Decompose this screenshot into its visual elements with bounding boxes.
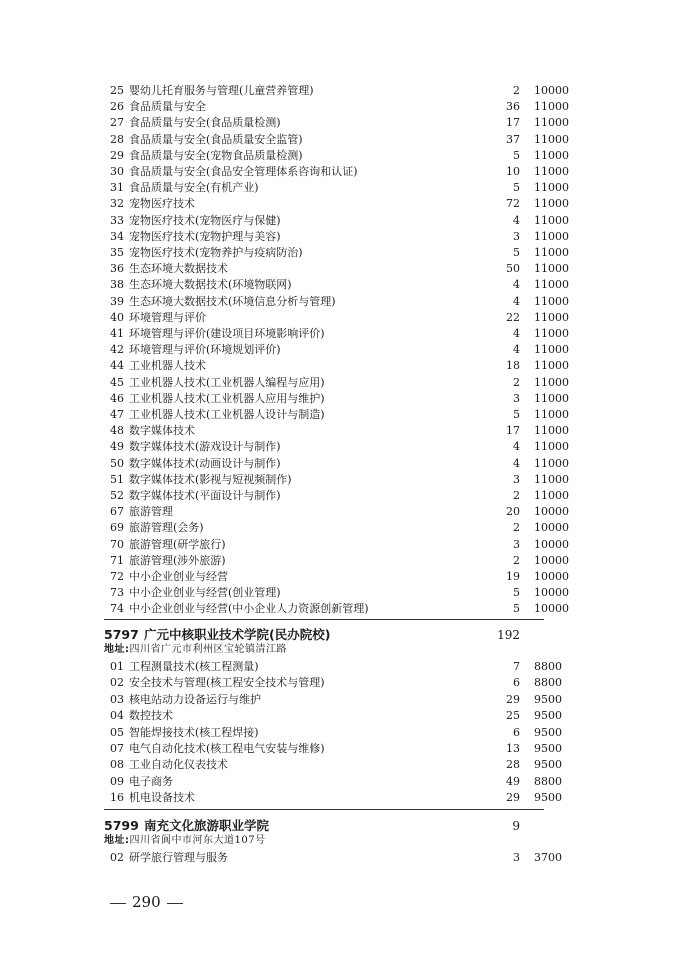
program-fee: 11000	[534, 440, 569, 454]
program-row	[0, 423, 680, 439]
program-row	[0, 692, 680, 708]
program-code: 46	[110, 391, 124, 405]
program-row	[0, 164, 680, 180]
program-name: 数字媒体技术(动画设计与制作)	[129, 456, 281, 470]
program-row	[0, 229, 680, 245]
program-code: 35	[110, 246, 124, 259]
program-fee: 10000	[534, 586, 569, 600]
program-fee: 11000	[534, 213, 569, 227]
program-name: 研学旅行管理与服务	[129, 851, 228, 864]
program-code: 02	[110, 676, 124, 690]
program-count: 3	[513, 537, 520, 551]
section-divider	[104, 809, 544, 810]
program-code: 67	[110, 505, 124, 519]
institution-header	[104, 817, 644, 835]
program-fee: 11000	[534, 148, 569, 162]
program-name: 环境管理与评价(环境规划评价)	[129, 343, 281, 357]
program-row	[0, 553, 680, 569]
program-count: 7	[513, 660, 520, 673]
program-code: 03	[110, 692, 124, 706]
program-count: 3	[513, 229, 520, 243]
program-row	[0, 675, 680, 691]
program-code: 26	[110, 100, 124, 114]
program-name: 旅游管理(研学旅行)	[129, 537, 226, 551]
program-row	[0, 774, 680, 790]
program-fee: 8800	[534, 676, 562, 690]
program-count: 29	[506, 692, 520, 706]
program-code: 25	[110, 84, 124, 97]
program-code: 33	[110, 213, 124, 227]
program-count: 4	[513, 294, 520, 308]
program-row	[0, 310, 680, 326]
program-name: 环境管理与评价(建设项目环境影响评价)	[129, 327, 325, 340]
program-name: 宠物医疗技术(宠物护理与美容)	[129, 229, 281, 243]
section-divider	[104, 619, 544, 620]
program-name: 旅游管理(会务)	[129, 521, 204, 535]
program-count: 2	[513, 553, 520, 567]
program-name: 食品质量与安全(食品质量检测)	[129, 116, 281, 130]
program-code: 38	[110, 278, 124, 292]
program-name: 数字媒体技术(平面设计与制作)	[129, 489, 281, 502]
program-count: 28	[506, 758, 520, 772]
program-count: 36	[506, 100, 520, 114]
program-fee: 11000	[534, 359, 569, 373]
program-code: 01	[110, 660, 124, 673]
program-count: 4	[513, 327, 520, 340]
program-fee: 11000	[534, 100, 569, 114]
program-code: 31	[110, 181, 124, 195]
program-row	[0, 148, 680, 164]
program-code: 48	[110, 424, 124, 438]
program-name: 食品质量与安全(食品质量安全监管)	[129, 132, 303, 146]
program-row	[0, 294, 680, 310]
program-row	[0, 180, 680, 196]
program-code: 28	[110, 132, 124, 146]
program-code: 71	[110, 553, 124, 567]
program-name: 数字媒体技术	[129, 424, 195, 438]
program-count: 72	[506, 197, 520, 211]
program-name: 工业自动化仪表技术	[129, 758, 228, 772]
program-count: 18	[506, 359, 520, 373]
institution-address	[104, 834, 266, 848]
program-code: 49	[110, 440, 124, 454]
program-code: 29	[110, 148, 124, 162]
program-name: 电气自动化技术(核工程电气安装与维修)	[129, 742, 325, 755]
program-name: 安全技术与管理(核工程安全技术与管理)	[129, 676, 325, 690]
program-fee: 11000	[534, 375, 569, 389]
program-row	[0, 659, 680, 675]
program-row	[0, 439, 680, 455]
program-code: 05	[110, 725, 124, 739]
program-count: 10	[506, 165, 520, 178]
program-name: 生态环境大数据技术(环境信息分析与管理)	[129, 294, 336, 308]
program-fee: 9500	[534, 709, 562, 723]
program-count: 4	[513, 343, 520, 357]
program-count: 4	[513, 456, 520, 470]
program-code: 45	[110, 375, 124, 389]
institution-address	[104, 643, 287, 657]
program-count: 20	[506, 505, 520, 519]
program-fee: 11000	[534, 278, 569, 292]
program-row	[0, 342, 680, 358]
program-fee: 11000	[534, 310, 569, 324]
program-fee: 10000	[534, 570, 569, 583]
program-name: 数控技术	[129, 709, 173, 723]
program-row	[0, 261, 680, 277]
program-row	[0, 757, 680, 773]
program-code: 69	[110, 521, 124, 535]
program-row	[0, 277, 680, 293]
program-code: 30	[110, 165, 124, 178]
program-fee: 11000	[534, 132, 569, 146]
program-name: 环境管理与评价	[129, 310, 206, 324]
program-count: 22	[506, 310, 520, 324]
program-row	[0, 708, 680, 724]
program-row	[0, 488, 680, 504]
program-fee: 11000	[534, 229, 569, 243]
program-name: 中小企业创业与经营(创业管理)	[129, 586, 281, 600]
program-fee: 11000	[534, 181, 569, 195]
program-fee: 3700	[534, 851, 562, 864]
program-fee: 11000	[534, 343, 569, 357]
program-name: 机电设备技术	[129, 791, 195, 805]
program-fee: 8800	[534, 774, 562, 788]
program-name: 数字媒体技术(游戏设计与制作)	[129, 440, 281, 454]
program-fee: 11000	[534, 327, 569, 340]
program-name: 工业机器人技术(工业机器人应用与维护)	[129, 391, 325, 405]
page-dash-right	[167, 903, 183, 904]
program-count: 4	[513, 213, 520, 227]
program-count: 6	[513, 676, 520, 690]
program-name: 中小企业创业与经营(中小企业人力资源创新管理)	[129, 602, 369, 616]
program-code: 42	[110, 343, 124, 357]
program-row	[0, 115, 680, 131]
program-code: 27	[110, 116, 124, 130]
address-text: 四川省阆中市河东大道107号	[129, 835, 266, 846]
program-name: 智能焊接技术(核工程焊接)	[129, 725, 259, 739]
program-code: 16	[110, 791, 124, 805]
program-fee: 9500	[534, 725, 562, 739]
program-count: 49	[506, 774, 520, 788]
program-count: 3	[513, 472, 520, 486]
program-count: 17	[506, 424, 520, 438]
program-name: 工业机器人技术(工业机器人设计与制造)	[129, 408, 325, 421]
program-code: 09	[110, 774, 124, 788]
program-count: 5	[513, 148, 520, 162]
program-name: 旅游管理(涉外旅游)	[129, 553, 226, 567]
institution-code: 5799	[104, 818, 139, 833]
program-code: 08	[110, 758, 124, 772]
program-row	[0, 585, 680, 601]
program-count: 50	[506, 262, 520, 276]
program-name: 工业机器人技术	[129, 359, 206, 373]
program-count: 4	[513, 278, 520, 292]
program-row	[0, 375, 680, 391]
program-count: 3	[513, 851, 520, 864]
program-count: 5	[513, 602, 520, 616]
program-count: 5	[513, 181, 520, 195]
program-name: 食品质量与安全(食品安全管理体系咨询和认证)	[129, 165, 358, 178]
program-count: 2	[513, 375, 520, 389]
program-code: 02	[110, 851, 124, 864]
program-code: 40	[110, 310, 124, 324]
program-code: 32	[110, 197, 124, 211]
program-count: 19	[506, 570, 520, 583]
program-name: 电子商务	[129, 774, 173, 788]
program-fee: 10000	[534, 505, 569, 519]
program-fee: 11000	[534, 472, 569, 486]
program-code: 07	[110, 742, 124, 755]
program-name: 数字媒体技术(影视与短视频制作)	[129, 472, 292, 486]
program-row	[0, 504, 680, 520]
address-label: 地址:	[104, 835, 130, 846]
program-fee: 11000	[534, 197, 569, 211]
program-name: 旅游管理	[129, 505, 173, 519]
program-fee: 11000	[534, 408, 569, 421]
program-fee: 9500	[534, 791, 562, 805]
program-count: 2	[513, 489, 520, 502]
program-name: 核电站动力设备运行与维护	[129, 692, 261, 706]
program-code: 74	[110, 602, 124, 616]
program-row	[0, 245, 680, 261]
program-code: 51	[110, 472, 124, 486]
program-name: 宠物医疗技术(宠物医疗与保健)	[129, 213, 281, 227]
program-row	[0, 456, 680, 472]
program-fee: 11000	[534, 456, 569, 470]
program-name: 婴幼儿托育服务与管理(儿童营养管理)	[129, 84, 314, 97]
program-fee: 11000	[534, 116, 569, 130]
program-count: 37	[506, 132, 520, 146]
program-row	[0, 520, 680, 536]
program-fee: 10000	[534, 553, 569, 567]
program-code: 47	[110, 408, 124, 421]
program-row	[0, 196, 680, 212]
program-code: 36	[110, 262, 124, 276]
program-fee: 11000	[534, 424, 569, 438]
program-code: 70	[110, 537, 124, 551]
program-row	[0, 790, 680, 806]
program-row	[0, 569, 680, 585]
program-row	[0, 99, 680, 115]
page-dash-left	[110, 903, 126, 904]
institution-name: 广元中核职业技术学院(民办院校)	[144, 627, 331, 642]
program-count: 2	[513, 84, 520, 97]
program-row	[0, 358, 680, 374]
program-fee: 11000	[534, 489, 569, 502]
program-name: 中小企业创业与经营	[129, 570, 228, 583]
program-count: 2	[513, 521, 520, 535]
program-row	[0, 407, 680, 423]
program-row	[0, 601, 680, 617]
program-name: 工程测量技术(核工程测量)	[129, 660, 259, 673]
program-row	[0, 850, 680, 866]
program-name: 生态环境大数据技术	[129, 262, 228, 276]
program-count: 17	[506, 116, 520, 130]
program-code: 44	[110, 359, 124, 373]
program-fee: 11000	[534, 246, 569, 259]
program-fee: 10000	[534, 537, 569, 551]
program-fee: 10000	[534, 521, 569, 535]
program-row	[0, 132, 680, 148]
program-name: 工业机器人技术(工业机器人编程与应用)	[129, 375, 325, 389]
program-row	[0, 213, 680, 229]
institution-name: 南充文化旅游职业学院	[144, 818, 270, 833]
institution-total: 9	[512, 819, 520, 833]
program-code: 73	[110, 586, 124, 600]
program-count: 4	[513, 440, 520, 454]
program-fee: 9500	[534, 742, 562, 755]
program-row	[0, 725, 680, 741]
program-count: 5	[513, 586, 520, 600]
program-fee: 10000	[534, 84, 569, 97]
program-name: 食品质量与安全(有机产业)	[129, 181, 259, 195]
program-name: 食品质量与安全	[129, 100, 206, 114]
program-row	[0, 741, 680, 757]
program-count: 6	[513, 725, 520, 739]
program-code: 04	[110, 709, 124, 723]
program-row	[0, 391, 680, 407]
institution-total: 192	[497, 628, 520, 642]
program-count: 3	[513, 391, 520, 405]
program-fee: 11000	[534, 262, 569, 276]
program-name: 宠物医疗技术	[129, 197, 195, 211]
program-count: 5	[513, 408, 520, 421]
program-count: 29	[506, 791, 520, 805]
program-name: 生态环境大数据技术(环境物联网)	[129, 278, 292, 292]
program-code: 50	[110, 456, 124, 470]
program-code: 34	[110, 229, 124, 243]
institution-header	[104, 626, 644, 644]
page-number-text: 290	[132, 893, 161, 911]
program-row	[0, 326, 680, 342]
program-code: 52	[110, 489, 124, 502]
address-text: 四川省广元市利州区宝轮镇清江路	[129, 644, 287, 655]
program-fee: 11000	[534, 294, 569, 308]
address-label: 地址:	[104, 644, 130, 655]
program-row	[0, 83, 680, 99]
program-fee: 10000	[534, 602, 569, 616]
program-count: 13	[506, 742, 520, 755]
program-fee: 9500	[534, 692, 562, 706]
program-fee: 11000	[534, 391, 569, 405]
program-name: 食品质量与安全(宠物食品质量检测)	[129, 148, 303, 162]
program-code: 41	[110, 327, 124, 340]
program-name: 宠物医疗技术(宠物养护与疫病防治)	[129, 246, 303, 259]
page-number	[104, 892, 189, 912]
program-count: 25	[506, 709, 520, 723]
program-code: 72	[110, 570, 124, 583]
program-code: 39	[110, 294, 124, 308]
institution-code: 5797	[104, 627, 139, 642]
program-count: 5	[513, 246, 520, 259]
program-fee: 11000	[534, 165, 569, 178]
program-fee: 9500	[534, 758, 562, 772]
program-row	[0, 537, 680, 553]
program-fee: 8800	[534, 660, 562, 673]
program-row	[0, 472, 680, 488]
